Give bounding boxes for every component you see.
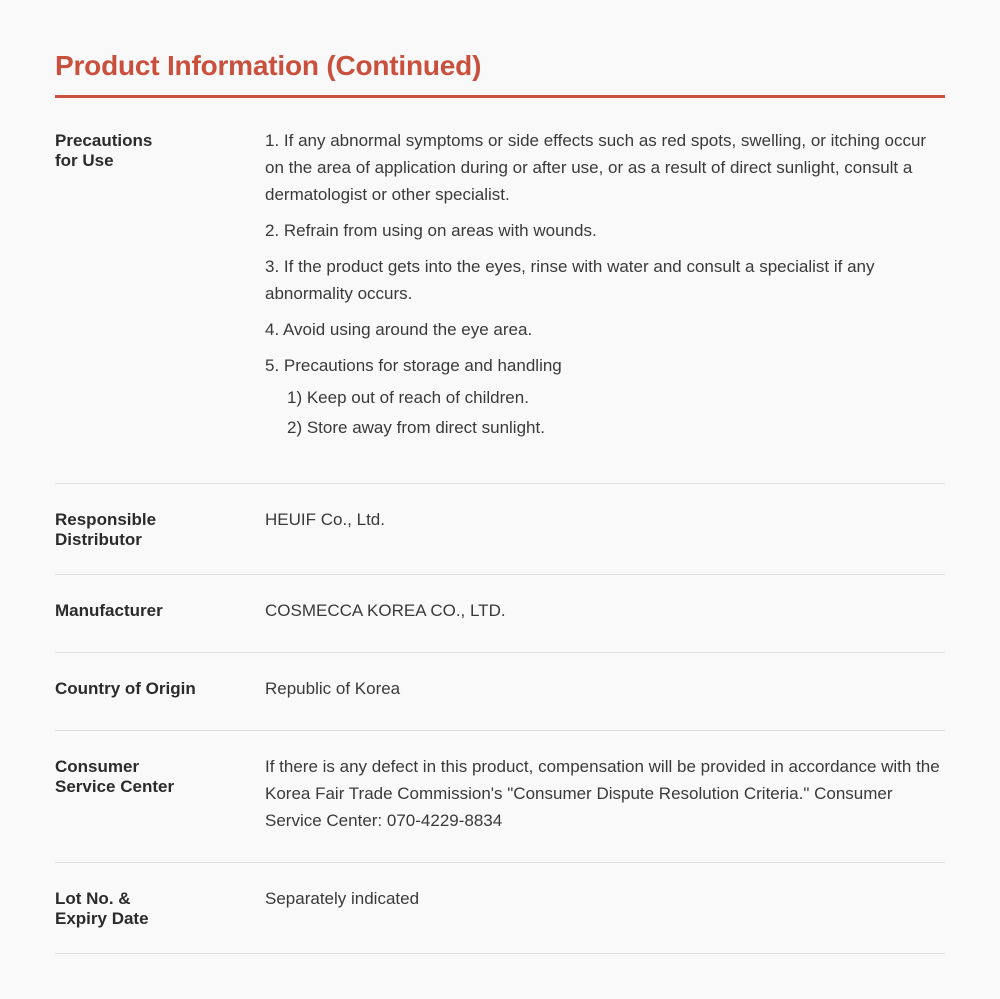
manufacturer-label [55,601,265,652]
precautions-label-line2: for Use [55,151,114,170]
origin-label [55,679,265,730]
consumer-service-label-line1: Consumer [55,757,140,776]
lot-expiry-label-line2: Expiry Date [55,909,149,928]
precaution-subitem: 1) Keep out of reach of children. [287,388,529,407]
distributor-row [55,484,945,575]
distributor-value: HEUIF Co., Ltd. [265,510,385,529]
precaution-subitem: 2) Store away from direct sunlight. [287,418,545,437]
manufacturer-value: COSMECCA KOREA CO., LTD. [265,601,506,620]
distributor-label-line1: Responsible [55,510,157,529]
distributor-label-line2: Distributor [55,530,142,549]
lot-expiry-value: Separately indicated [265,889,420,908]
origin-row [55,653,945,731]
precaution-item: 4. Avoid using around the eye area. [265,320,533,339]
consumer-service-label [55,757,265,862]
consumer-service-row [55,731,945,863]
precaution-item: 5. Precautions for storage and handling [265,356,562,375]
precautions-label-line1: Precautions [55,131,153,150]
consumer-service-value: If there is any defect in this product, compensation will be provided in accordance with the Korea Fair Trade Commission's "Consumer Dispute Resolution Criteria." Consumer Service Center: 070-4229-8834 [265,757,940,830]
manufacturer-row [55,575,945,653]
lot-expiry-label-line1: Lot No. & [55,889,131,908]
precautions-label [55,131,265,483]
precaution-item: 3. If the product gets into the eyes, rinse with water and consult a specialist if any abnormality occurs. [265,257,875,303]
precautions-list [265,127,945,483]
precautions-row [55,98,945,484]
origin-label-text: Country of Origin [55,679,196,698]
page-title: Product Information (Continued) [55,50,482,81]
lot-expiry-row [55,863,945,954]
consumer-service-label-line2: Service Center [55,777,175,796]
precaution-item: 2. Refrain from using on areas with wounds. [265,221,597,240]
origin-value: Republic of Korea [265,679,401,698]
manufacturer-label-text: Manufacturer [55,601,163,620]
lot-expiry-label [55,889,265,953]
precaution-item: 1. If any abnormal symptoms or side effects such as red spots, swelling, or itching occur on the area of application during or after use, or as a result of direct sunlight, consult a dermatologist or other specialist. [265,131,927,204]
distributor-label [55,510,265,574]
